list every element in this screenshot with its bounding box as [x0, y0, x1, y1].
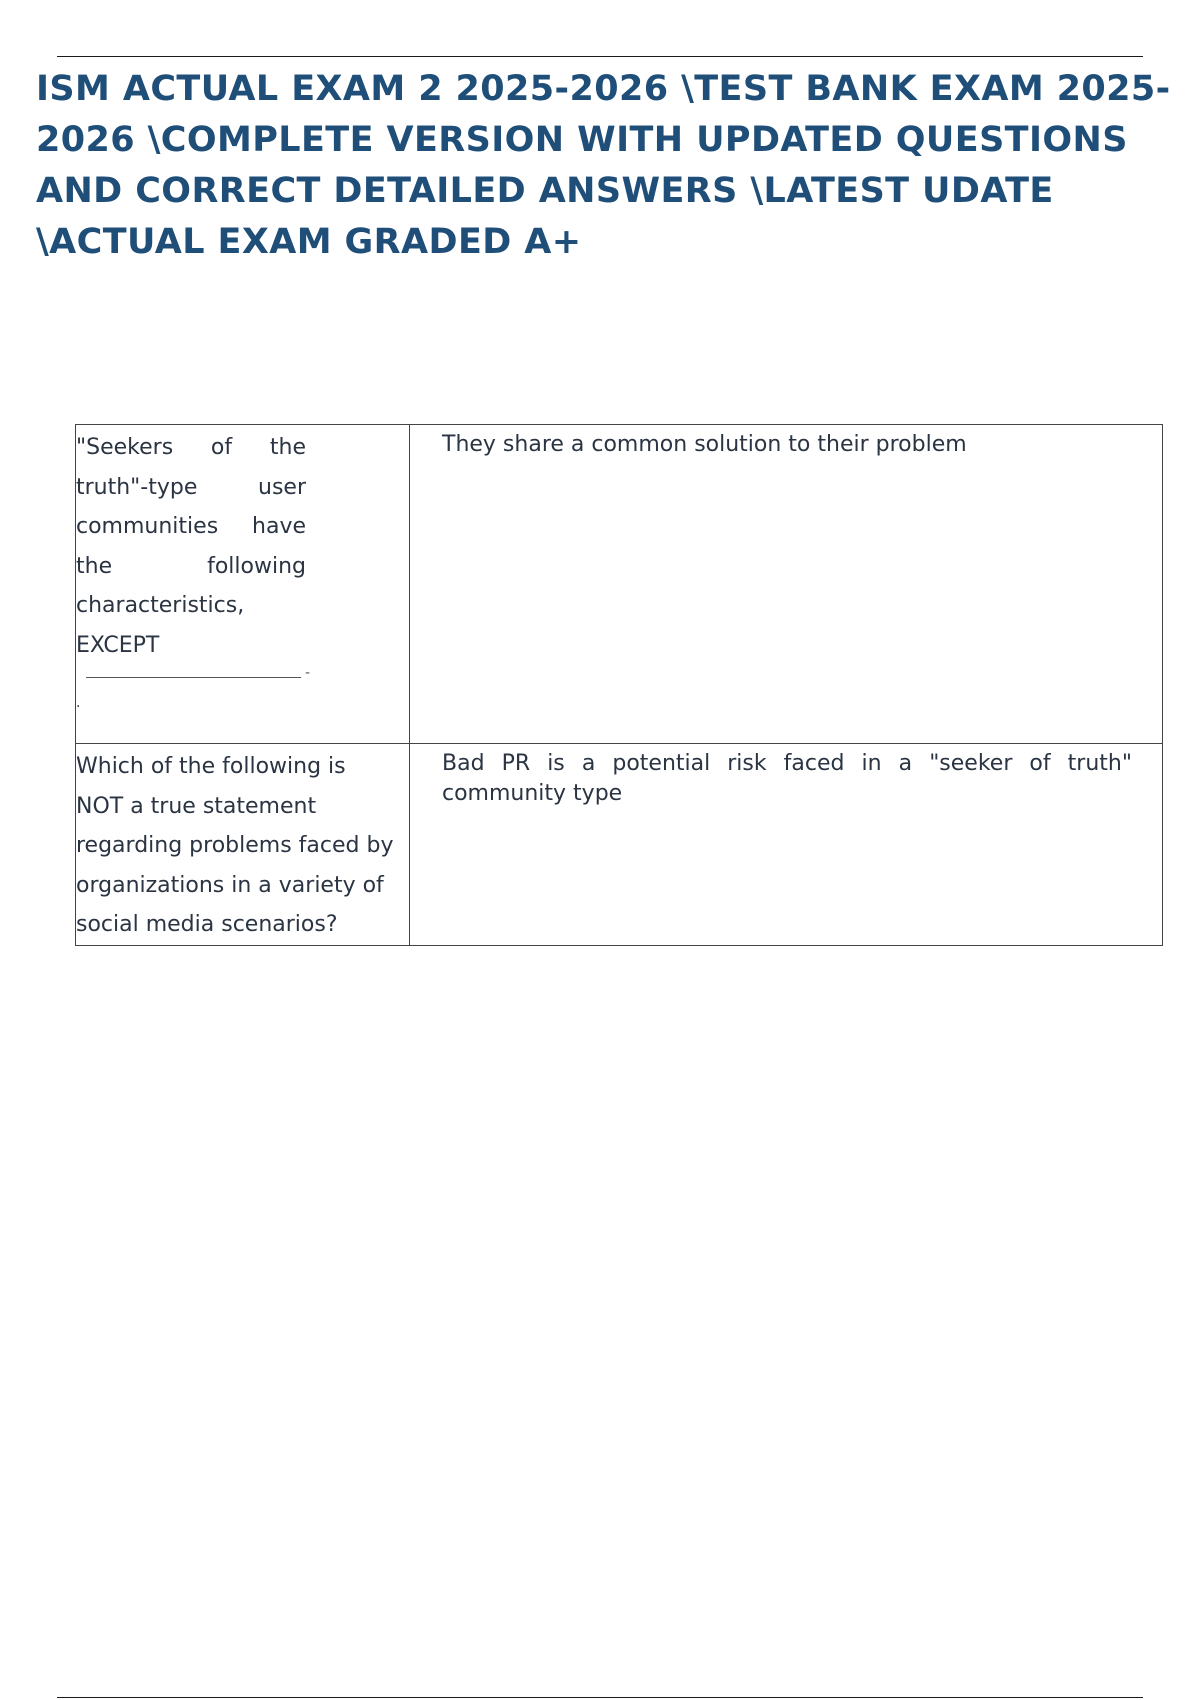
answer-blank: [86, 665, 311, 681]
blank-suffix: -: [305, 665, 311, 681]
title-line-2: 2026 \COMPLETE VERSION WITH UPDATED QUESTIONS: [36, 120, 1128, 160]
table-row: [76, 744, 1163, 946]
title-line-4: \ACTUAL EXAM GRADED A+: [36, 222, 582, 262]
bottom-rule: [57, 1697, 1143, 1698]
trailing-mark: .: [76, 695, 81, 711]
question-text: "Seekers of the truth"-type user communities have the following characteristics, EXCEPT: [76, 435, 306, 658]
question-cell: [76, 744, 410, 946]
answer-text: Bad PR is a potential risk faced in a "seeker of truth" community type: [442, 751, 1132, 806]
answer-cell: [410, 425, 1163, 744]
question-cell: [76, 425, 410, 744]
table-row: [76, 425, 1163, 744]
answer-cell: [410, 744, 1163, 946]
question-text: Which of the following is NOT a true statement regarding problems faced by organizations in a variety of social media scenarios?: [76, 754, 394, 937]
document-title: [36, 64, 1186, 268]
title-line-1: ISM ACTUAL EXAM 2 2025-2026 \TEST BANK EXAM 2025-: [36, 69, 1171, 109]
title-line-3: AND CORRECT DETAILED ANSWERS \LATEST UDATE: [36, 171, 1054, 211]
qa-table: [75, 424, 1163, 946]
answer-text: They share a common solution to their problem: [442, 432, 967, 457]
top-rule: [57, 56, 1143, 57]
